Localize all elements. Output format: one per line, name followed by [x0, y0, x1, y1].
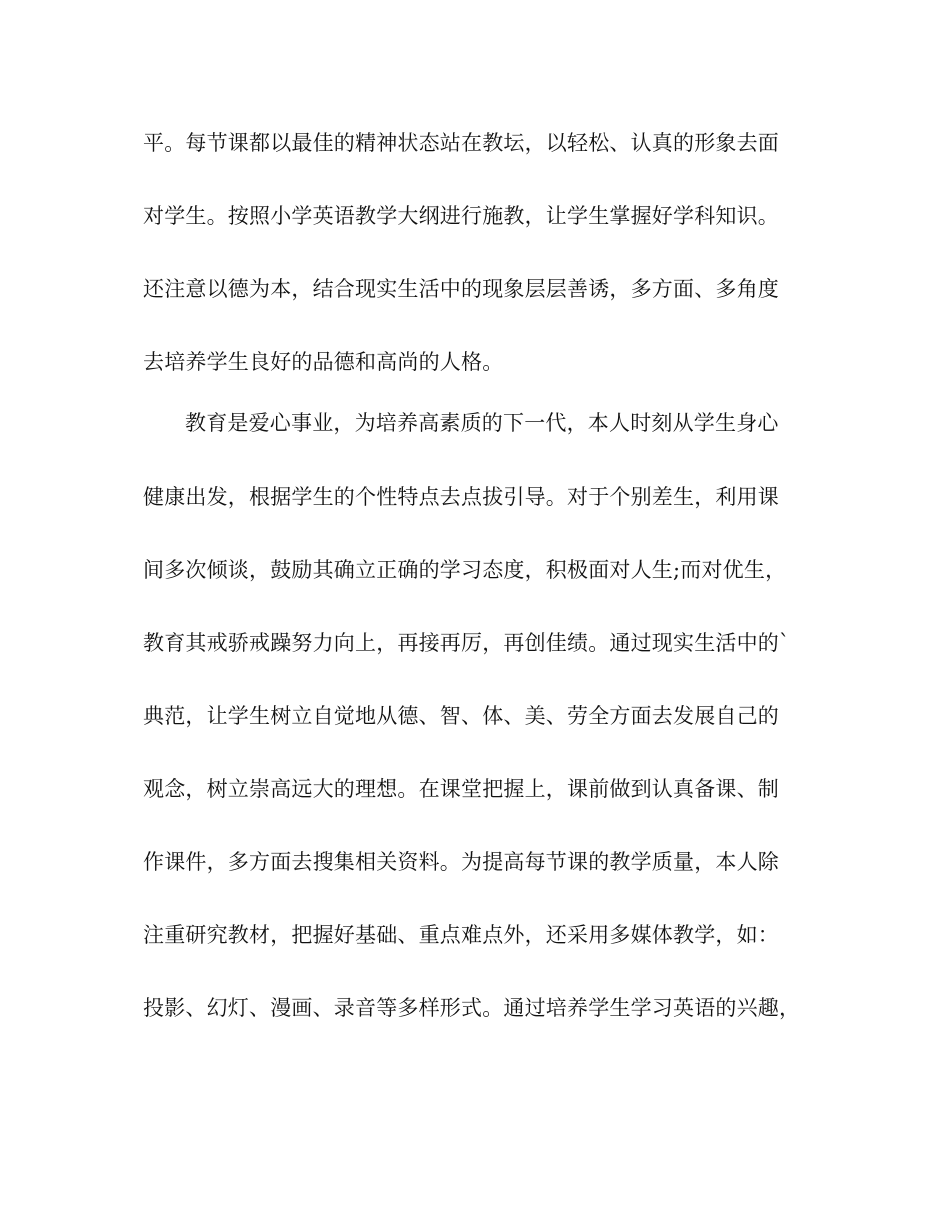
text-line-2: 对学生。按照小学英语教学大纲进行施教，让学生掌握好学科知识。 [143, 204, 779, 228]
text-line-11: 作课件，多方面去搜集相关资料。为提高每节课的教学质量，本人除 [143, 850, 779, 874]
paragraph-start-line: 教育是爱心事业，为培养高素质的下一代，本人时刻从学生身心 [185, 411, 779, 435]
text-line-8: 教育其戒骄戒躁努力向上，再接再厉，再创佳绩。通过现实生活中的` [143, 631, 790, 655]
text-line-3: 还注意以德为本，结合现实生活中的现象层层善诱，多方面、多角度 [143, 277, 779, 301]
text-line-9: 典范，让学生树立自觉地从德、智、体、美、劳全方面去发展自己的 [143, 704, 779, 728]
text-line-6: 健康出发，根据学生的个性特点去点拔引导。对于个别差生，利用课 [143, 485, 779, 509]
text-line-13: 投影、幻灯、漫画、录音等多样形式。通过培养学生学习英语的兴趣， [143, 996, 801, 1020]
text-line-7: 间多次倾谈，鼓励其确立正确的学习态度，积极面对人生;而对优生， [143, 558, 787, 582]
text-line-10: 观念，树立崇高远大的理想。在课堂把握上，课前做到认真备课、制 [143, 777, 779, 801]
text-line-12: 注重研究教材，把握好基础、重点难点外，还采用多媒体教学，如： [143, 923, 779, 947]
text-line-1: 平。每节课都以最佳的精神状态站在教坛，以轻松、认真的形象去面 [143, 131, 779, 155]
text-line-4: 去培养学生良好的品德和高尚的人格。 [143, 350, 504, 374]
